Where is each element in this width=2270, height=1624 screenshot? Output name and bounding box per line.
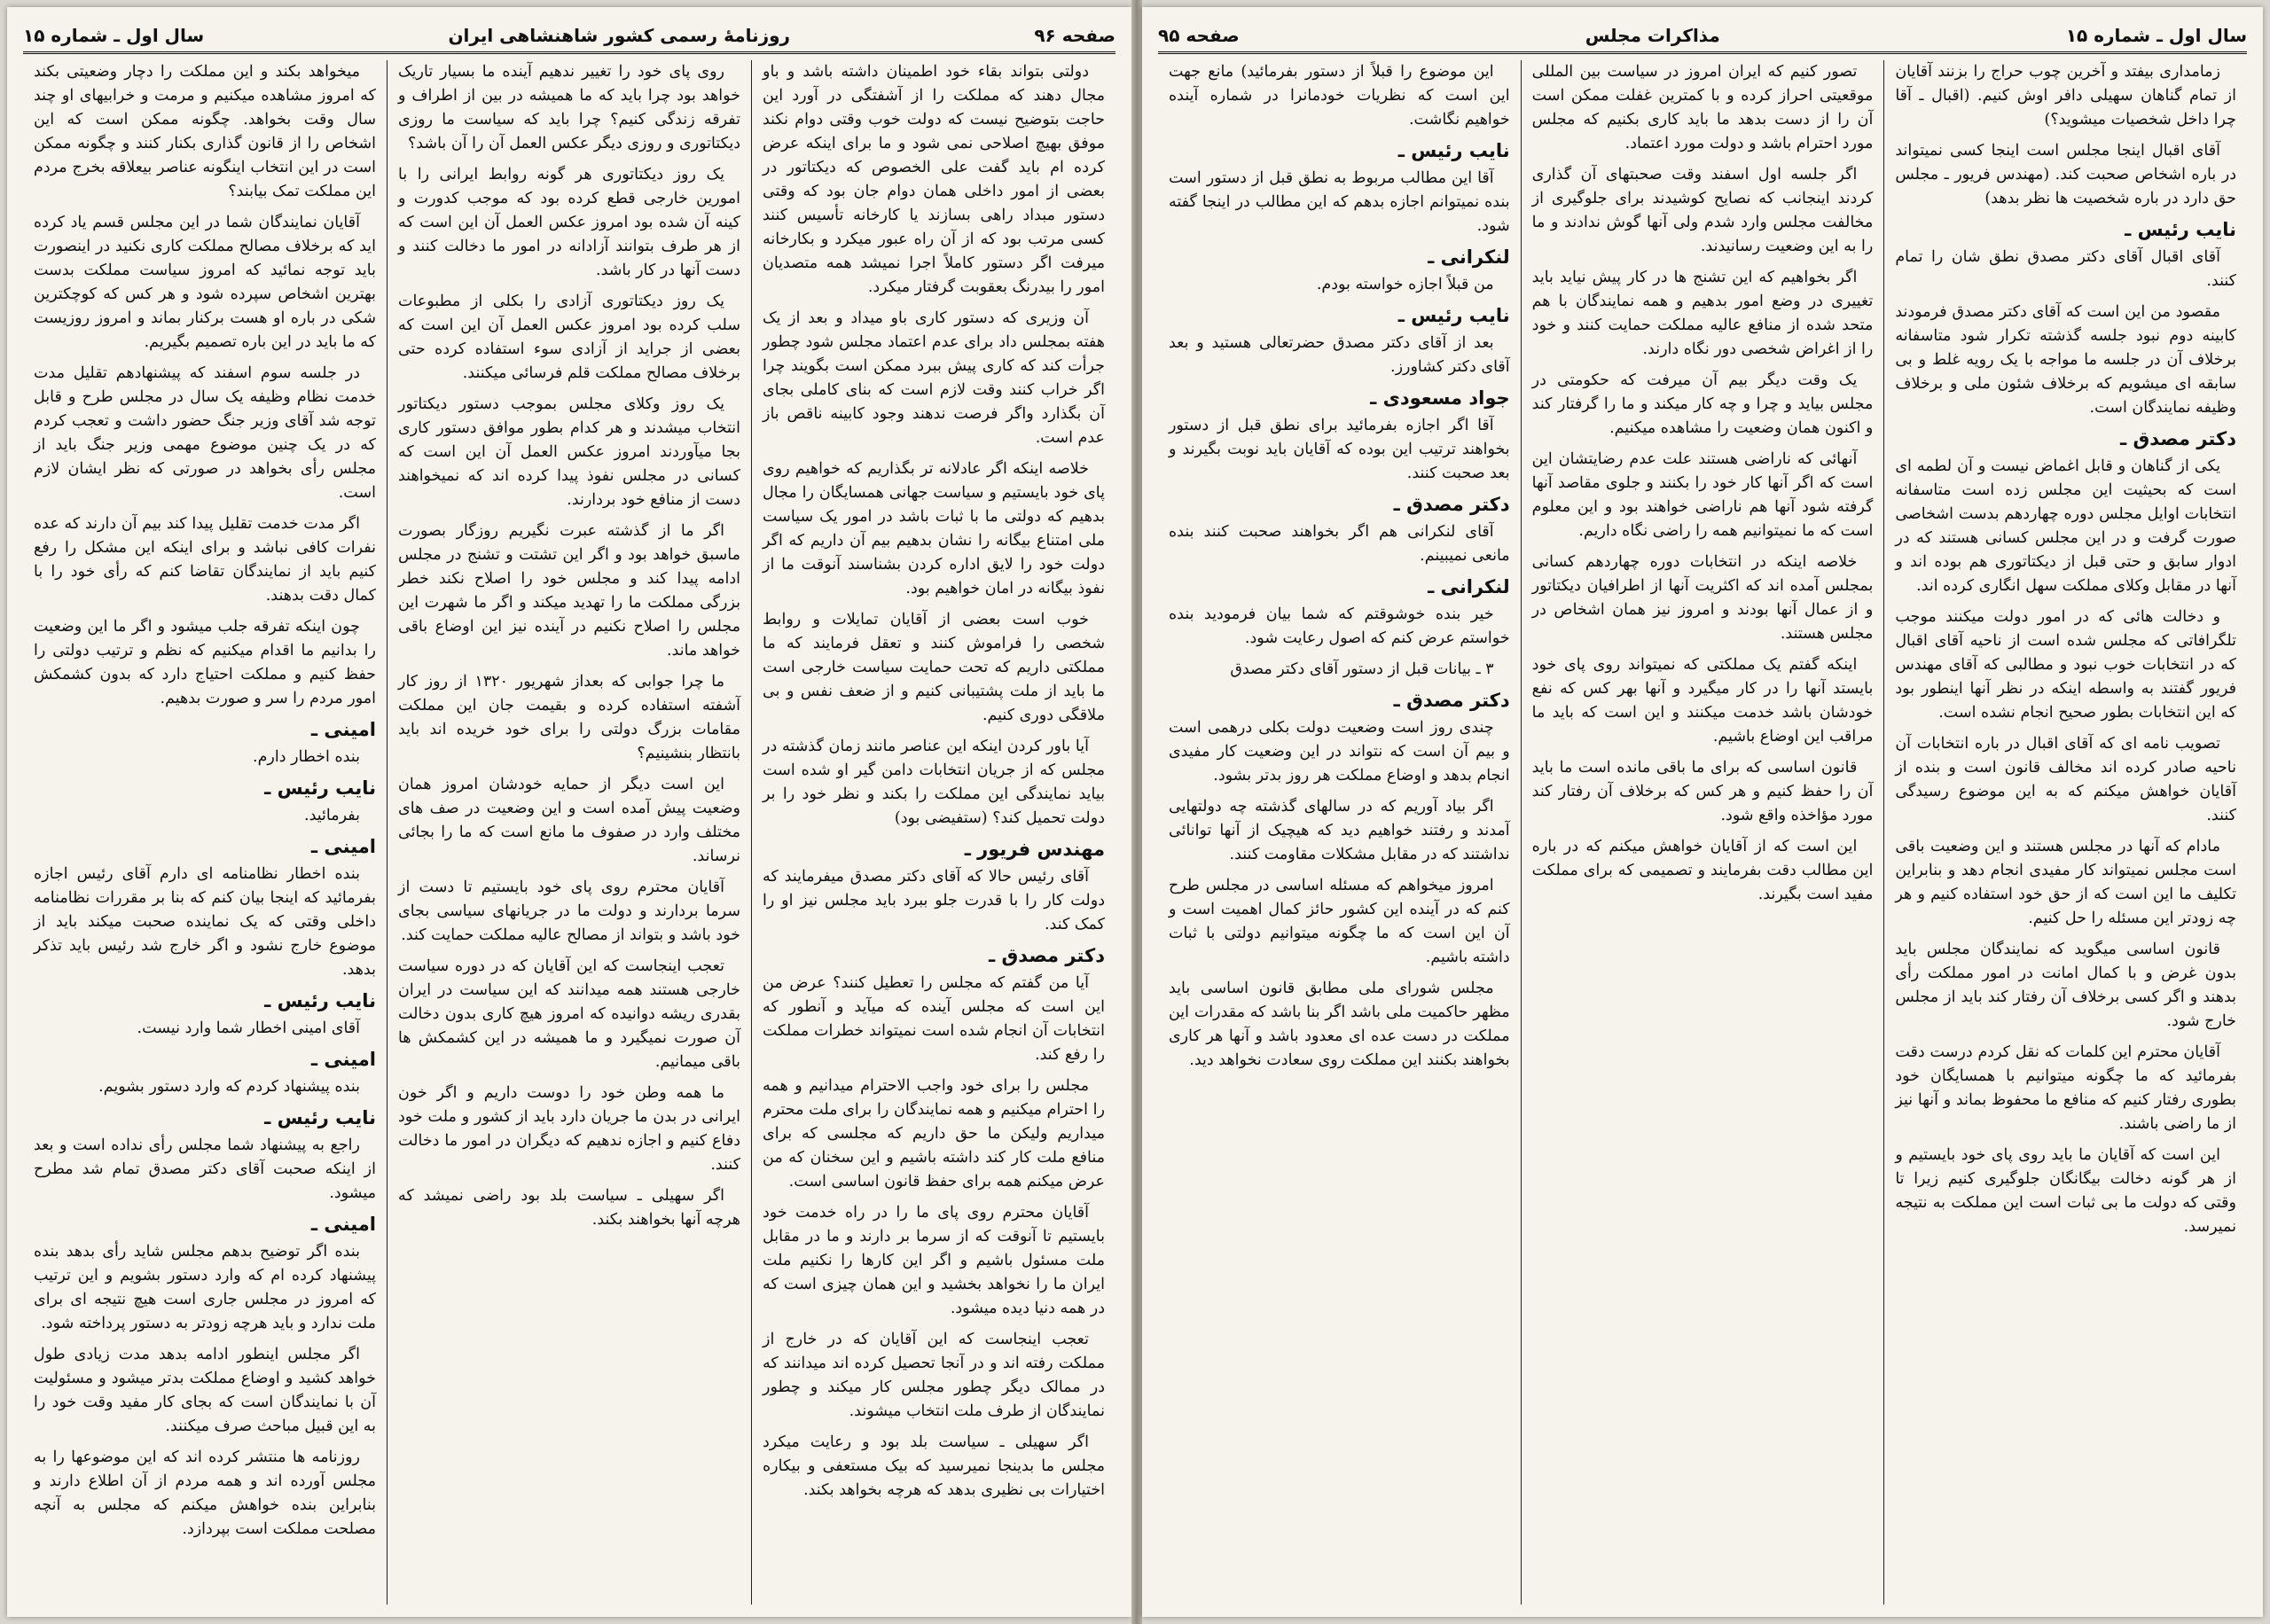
paragraph: روی پای خود را تغییر ندهیم آینده ما بسیار تاریک خواهد بود چرا باید که ما همیشه در بین از اطراف و تفرقه زندگی کنیم؟ چرا باید که سیاست ما روزی دیکتاتوری و روزی دیگر عکس العمل آن را آن باشد؟ <box>398 63 740 152</box>
paragraph: اگر ما از گذشته عبرت نگیریم روزگار بصورت ماسبق خواهد بود و اگر این تشتت و تشنج در مجلس ادامه پیدا کند و مجلس خود را اصلاح نکند خطر بزرگی مملکت ما را تهدید میکند و اگر ما شهرت این مجلس را اصلاح نکنیم در آینده نیز این اوضاع باقی خواهد ماند. <box>398 522 740 660</box>
paragraph: خیر بنده خوشوقتم که شما بیان فرمودید بنده خواستم عرض کنم که اصول رعایت شود. <box>1168 605 1510 647</box>
paragraph: تعجب اینجاست که این آقایان که در خارج از مملکت رفته اند و در آنجا تحصیل کرده اند میدانند که در ممالک دیگر چطور مجلس کار میکند و چطور نمایندگان از طرف ملت انتخاب میشوند. <box>763 1331 1105 1420</box>
text-column <box>1158 60 1521 1604</box>
paragraph: یک روز وکلای مجلس بموجب دستور دیکتاتور انتخاب میشدند و هر کدام بطور موافق دستور کاری بجا میآوردند امروز عکس العمل آن این است که کسانی در مجلس نفوذ پیدا کرده اند که نمیخواهند دست از منافع خود بردارند. <box>398 395 740 509</box>
paragraph: بعد از آقای دکتر مصدق حضرتعالی هستید و بعد آقای دکتر کشاورز. <box>1168 334 1510 376</box>
paragraph: اگر بیاد آوریم که در سالهای گذشته چه دولتهایی آمدند و رفتند خواهیم دید که هیچیک از آنها توانائی نداشتند که در مقابل مشکلات مقاومت کنند. <box>1168 798 1510 863</box>
paragraph: اگر بخواهیم که این تشنج ها در کار پیش نیاید باید تغییری در وضع امور بدهیم و همه نمایندگان با هم متحد شده از منافع عالیه مملکت حمایت کنند و خود را از اغراض شخصی دور نگاه دارند. <box>1531 269 1874 358</box>
paragraph: یکی از گناهان و قابل اغماض نیست و آن لطمه ای است که بحیثیت این مجلس زده است متاسفانه انتخابات اوایل مجلس دوره چهاردهم بدست اشخاصی صورت گرفت و در این مجلس کسانی هستند که در ادوار سابق و حتی قبل از دیکتاتوری هم بوده اند و آنها در مقابل وکلای مملکت سهل انگاری کرده اند. <box>1895 457 2236 595</box>
paragraph: آقای امینی اخطار شما وارد نیست. <box>137 1019 360 1037</box>
left-page-header <box>23 20 1115 54</box>
paragraph: مجلس شورای ملی مطابق قانون اساسی باید مظهر حاکمیت ملی باشد اگر بنا باشد که مقدرات این مملکت در دست عده ای معدود باشد و آنها هر کاری بخواهند بکنند این مملکت روی سعادت نخواهد دید. <box>1168 980 1510 1069</box>
paragraph: آقای لنکرانی هم اگر بخواهند صحبت کنند بنده مانعی نمیبینم. <box>1168 523 1510 565</box>
text-column <box>387 60 751 1604</box>
right-page-header <box>1158 20 2247 54</box>
paragraph: این است دیگر از حمایه خودشان امروز همان وضعیت پیش آمده است و این وضعیت در صف های مختلف وارد در صفوف ما مانع است که ما را بجائی نرساند. <box>398 776 740 865</box>
speaker-name: مهندس فریور ـ <box>964 839 1105 860</box>
speaker-name: امینی ـ <box>310 719 376 740</box>
paragraph: آقایان محترم روی پای خود بایستیم تا دست از سرما بردارند و دولت ما در جریانهای سیاسی بجای خود باشد و بتواند از مصالح عالیه مملکت حمایت کند. <box>398 878 740 944</box>
paragraph: این است که آقایان ما باید روی پای خود بایستیم و از هر گونه دخالت بیگانگان جلوگیری کنیم زیرا تا وقتی که دولت ما بی ثبات است این مملکت به نتیجه نمیرسد. <box>1895 1146 2236 1236</box>
paragraph: روزنامه ها منتشر کرده اند که این موضوعها را به مجلس آورده اند و همه مردم از آن اطلاع دارند و بنابراین بنده خواهش میکنم که مجلس به آنچه مصلحت مملکت است بپردازد. <box>34 1448 376 1538</box>
paragraph: بنده اگر توضیح بدهم مجلس شاید رأی بدهد بنده پیشنهاد کرده ام که وارد دستور بشویم و این ترتیب که امروز در مجلس جاری است هیچ نتیجه ای برای ملت ندارد و باید هرچه زودتر به دستور پرداخته شود. <box>34 1243 376 1332</box>
speaker-name: نایب رئیس ـ <box>264 777 376 799</box>
paragraph: ما چرا جوابی که بعداز شهریور ۱۳۲۰ از روز کار آشفته استفاده کرده و بقیمت جان این مملکت مقامات بزرگ دولتی را برای خود خریده اند باید بانتظار بنشینیم؟ <box>398 673 740 762</box>
paragraph: یک روز دیکتاتوری هر گونه روابط ایرانی را با امورین خارجی قطع کرده بود که موجب کدورت و کینه آن شده بود امروز عکس العمل آن این است که از هر طرف بتوانند آزادانه در امور ما دخالت کنند و دست آنها در کار باشد. <box>398 166 740 279</box>
paragraph: خوب است بعضی از آقایان تمایلات و روابط شخصی را فراموش کنند و تعقل فرمایند که ما مملکتی داریم که تحت حمایت سیاست خارجی است ما باید از ملت پشتیبانی کنیم و از ضعف نفس و بی ملاقگی دوری کنیم. <box>763 611 1105 724</box>
text-column <box>23 60 387 1604</box>
paragraph: اگر سهیلی ـ سیاست بلد بود راضی نمیشد که هرچه آنها بخواهند بکند. <box>398 1187 740 1229</box>
paragraph: اگر مدت خدمت تقلیل پیدا کند بیم آن دارند که عده نفرات کافی نباشد و برای اینکه این مشکل را رفع کنیم باید از نمایندگان تقاضا کنم که رأی خود را با کمال دقت بدهند. <box>34 515 376 605</box>
paragraph: و دخالت هائی که در امور دولت میکنند موجب تلگرافاتی که مجلس شده است از ناحیه آقای اقبال که در انتخابات خوب نبود و مطالبی که آقای مهندس فریور گفتند به واسطه اینکه در نظر آنها اینطور بود که این انتخابات بطور صحیح انجام نشده است. <box>1895 608 2236 722</box>
paragraph: آیا باور کردن اینکه این عناصر مانند زمان گذشته در مجلس که از جریان انتخابات دامن گیر او شده است بیاید نمایندگی این مملکت را بکند و نظر خود را بر دولت تحمیل کند؟ (ستفیضی بود) <box>763 738 1105 827</box>
paragraph: چندی روز است وضعیت دولت بکلی درهمی است و بیم آن است که نتواند در این وضعیت کار مفیدی انجام بدهد و اوضاع مملکت هر روز بدتر بشود. <box>1168 719 1510 785</box>
paragraph: آقا این مطالب مربوط به نطق قبل از دستور است بنده نمیتوانم اجازه بدهم که این مطالب در اینجا گفته شود. <box>1168 169 1510 235</box>
paragraph: آقایان محترم روی پای ما را در راه خدمت خود بایستیم تا آنوقت که از سرما بر دارند و ما در مقابل ملت مسئول باشیم و اگر این کارها را نکنیم ملت ایران ما را نخواهد بخشید و این همان چیزی است که در همه دنیا دیده میشود. <box>763 1204 1105 1317</box>
speaker-name: امینی ـ <box>310 1049 376 1070</box>
paragraph: ۳ ـ بیانات قبل از دستور آقای دکتر مصدق <box>1230 660 1494 678</box>
paragraph: آقایان محترم این کلمات که نقل کردم درست دقت بفرمائید که ما چگونه میتوانیم با همسایگان خود بطوری رفتار کنیم که منافع ما محفوظ بماند و آنها نیز از ما راضی باشند. <box>1895 1043 2236 1133</box>
paragraph: اگر جلسه اول اسفند وقت صحبتهای آن گذاری کردند اینجانب که نصایح کوشیدند برای جلوگیری از مخالفت مجلس وارد شدم ولی آنها گوش ندادند و ما را به این وضعیت رسانیدند. <box>1531 166 1874 255</box>
paragraph: میخواهد بکند و این مملکت را دچار وضعیتی بکند که امروز مشاهده میکنیم و مرمت و خرابیهای او چند سال وقت بخواهد. چگونه ممکن است که این اشخاص را از قانون گذاری بکنار کنند و چگونه ممکن است در این انتخاب اینگونه عناصر بیعلاقه بخرج مردم این مملکت تمک بیابند؟ <box>34 63 376 200</box>
paragraph: آقا اگر اجازه بفرمائید برای نطق قبل از دستور بخواهند ترتیب این بوده که آقایان باید نوبت بگیرند و بعد صحبت کنند. <box>1168 417 1510 482</box>
paragraph: من قبلاً اجازه خواسته بودم. <box>1316 276 1494 293</box>
paper-title: مذاکرات مجلس <box>1585 25 1720 46</box>
paragraph: خلاصه اینکه اگر عادلانه تر بگذاریم که خواهیم روی پای خود بایستیم و سیاست جهانی همسایگان را مجال بدهیم که دولتی ما با ثبات باشد در امور یک سیاست ملی امتناع بیگانه را نشان بدهیم بیم آن داریم که اگر دولت خود را لایق اداره کردن بشناسند آنوقت ما از نفوذ بیگانه در امان خواهیم بود. <box>763 460 1105 597</box>
paragraph: آقای اقبال آقای دکتر مصدق نطق شان را تمام کنند. <box>1895 248 2236 290</box>
paragraph: ما همه وطن خود را دوست داریم و اگر خون ایرانی در بدن ما جریان دارد باید از کشور و ملت خود دفاع کنیم و اجازه ندهیم که دیگران در امور ما دخالت کنند. <box>398 1084 740 1174</box>
paragraph: تعجب اینجاست که این آقایان که در دوره سیاست خارجی هستند همه میدانند که این سیاست در ایران بقدری ریشه دوانیده که امروز هیچ کاری بدون دخالت آن صورت نمیگیرد و ما همیشه در این کشمکش ها باقی میمانیم. <box>398 957 740 1071</box>
paragraph: مادام که آنها در مجلس هستند و این وضعیت باقی است مجلس نمیتواند کار مفیدی انجام دهد و بنابراین تکلیف ما این است که از حق خود استفاده کنیم و هر چه زودتر این مسئله را حل کنیم. <box>1895 838 2236 927</box>
right-page-columns <box>1158 60 2247 1604</box>
paragraph: یک وقت دیگر بیم آن میرفت که حکومتی در مجلس بیاید و چرا و چه کار میکند و ما را گرفتار کند و اکنون همان وضعیت را مشاهده میکنیم. <box>1531 371 1874 437</box>
paragraph: یک روز دیکتاتوری آزادی را بکلی از مطبوعات سلب کرده بود امروز عکس العمل آن این است که بعضی از جراید از آزادی سوء استفاده کرده حتی برخلاف مصالح مملکت قلم فرسائی میکنند. <box>398 293 740 382</box>
paragraph: اینکه گفتم یک مملکتی که نمیتواند روی پای خود بایستد آنها را در کار میگیرد و آنها بهر کس که نفع خودشان باشد خدمت میکنند و این است که باید ما مراقب این اوضاع باشیم. <box>1531 656 1874 746</box>
paragraph: مقصود من این است که آقای دکتر مصدق فرمودند کابینه دوم نبود جلسه گذشته تکرار شود متاسفانه برخلاف آن در جلسه ما مواجه با یک رویه غلط و بی سابقه ای میشویم که برخلاف شئون ملی و برخلاف وظیفه نمایندگان است. <box>1895 303 2236 417</box>
speaker-name: نایب رئیس ـ <box>1397 140 1510 161</box>
paragraph: آقای رئیس حالا که آقای دکتر مصدق میفرمایند که دولت کار را با قدرت جلو ببرد باید مجلس نیز او را کمک کند. <box>763 868 1105 933</box>
text-column <box>751 60 1115 1604</box>
speaker-name: لنکرانی ـ <box>1428 576 1510 597</box>
speaker-name: دکتر مصدق ـ <box>988 945 1105 966</box>
text-column <box>1883 60 2247 1604</box>
speaker-name: لنکرانی ـ <box>1428 246 1510 268</box>
speaker-name: نایب رئیس ـ <box>1397 305 1510 326</box>
paragraph: آنهائی که ناراضی هستند علت عدم رضایتشان این است که اگر آنها کار خود را بکنند و جلوی مقاصد آنها گرفته شود آنها هم ناراضی خواهند بود و این معلوم است که ما نمیتوانیم همه را راضی نگاه داریم. <box>1531 450 1874 540</box>
paragraph: این است که از آقایان خواهش میکنم که در باره این مطالب دقت بفرمایند و تصمیمی که برای مملکت مفید است بگیرند. <box>1531 838 1874 903</box>
paragraph: آن وزیری که دستور کاری باو میداد و بعد از یک هفته بمجلس داد برای عدم اعتماد مجلس شود چطور جرأت کند که کاری پیش ببرد ممکن است بگویند چرا اگر خراب کنند وقت لازم است که بنای کاملی بجای آن بگذارد واگر فرصت ندهند وجود کابینه ناقص باز عدم است. <box>763 309 1105 447</box>
paragraph: بنده اخطار نظامنامه ای دارم آقای رئیس اجازه بفرمائید که اینجا بیان کنم که بنا بر مقررات نظامنامه داخلی وقتی که یک نماینده صحبت میکند باید از موضوع خارج نشود و اگر خارج شد رئیس باید تذکر بدهد. <box>34 865 376 979</box>
paragraph: بنده اخطار دارم. <box>253 748 360 766</box>
speaker-name: نایب رئیس ـ <box>264 990 376 1011</box>
speaker-name: دکتر مصدق ـ <box>1393 690 1510 711</box>
paragraph: تصویب نامه ای که آقای اقبال در باره انتخابات آن ناحیه صادر کرده اند مخالف قانون است و بنده از آقایان خواهش میکنم که به این موضوع رسیدگی کنند. <box>1895 735 2236 824</box>
page-gutter <box>1131 0 1142 1624</box>
paragraph: آیا من گفتم که مجلس را تعطیل کنند؟ عرض من این است که مجلس آینده که میآید و آنطور که انتخابات آن انجام شده است نمیتواند خطرات مملکت را رفع کند. <box>763 974 1105 1064</box>
paragraph: خلاصه اینکه در انتخابات دوره چهاردهم کسانی بمجلس آمده اند که اکثریت آنها از اطرافیان دیکتاتور و از عمال آنها بودند و امروز نیز همان اشخاص در مجلس هستند. <box>1531 553 1874 643</box>
paragraph: آقایان نمایندگان شما در این مجلس قسم یاد کرده اید که برخلاف مصالح مملکت کاری نکنید در اینصورت باید توجه نمائید که امروز سیاست مملکت بدست بهترین اشخاص سپرده شود و هر کس که کوچکترین شکی در باره او هست برکنار بماند و امروز روزیست که ما باید در این باره تصمیم بگیریم. <box>34 214 376 351</box>
paragraph: چون اینکه تفرقه جلب میشود و اگر ما این وضعیت را بدانیم ما اقدام میکنیم که نظم و ترتیب دولتی را حفظ کنیم و مملکت احتیاج دارد که بدون کشمکش امور مردم را سر و صورت بدهیم. <box>34 618 376 707</box>
paragraph: مجلس را برای خود واجب الاحترام میدانیم و همه را احترام میکنیم و همه نمایندگان را برای ملت محترم میداریم ولیکن ما حق داریم که مجلسی که برای منافع ملت کار کند داشته باشیم و این سخنان که من عرض میکنم همه برای حفظ قانون اساسی است. <box>763 1077 1105 1191</box>
paper-title: روزنامهٔ رسمی کشور شاهنشاهی ایران <box>448 25 791 46</box>
paragraph: اگر مجلس اینطور ادامه بدهد مدت زیادی طول خواهد کشید و اوضاع مملکت بدتر میشود و مسئولیت آن با نمایندگان است که بجای کار مفید وقت خود را به این قبیل مباحث صرف میکنند. <box>34 1346 376 1435</box>
speaker-name: امینی ـ <box>310 1214 376 1235</box>
speaker-name: امینی ـ <box>310 836 376 857</box>
paragraph: زمامداری بیفتد و آخرین چوب حراج را بزنند آقایان از تمام گناهان سهیلی دافر اوش کنیم. (اقبال ـ آقا چرا داخل شخصیات میشوید؟) <box>1895 63 2236 129</box>
paragraph: بنده پیشنهاد کردم که وارد دستور بشویم. <box>98 1078 360 1096</box>
speaker-name: جواد مسعودی ـ <box>1370 387 1510 409</box>
paragraph: قانون اساسی که برای ما باقی مانده است ما باید آن را حفظ کنیم و هر کس که برخلاف آن رفتار کند مورد مؤاخذه واقع شود. <box>1531 759 1874 824</box>
paragraph: دولتی بتواند بقاء خود اطمینان داشته باشد و باو مجال دهند که مملکت را از آشفتگی در آورد این حاجت بتوضیح نیست که دولت خوب وقتی دوام نکند موفق بهیچ اصلاحی نمی شود و ما برای اینکه عرض کرده ام باید گفت علی الخصوص که دیکتاتور در بعضی از امور داخلی همان دوام جان بود که وقتی دستور مبداد راهی بسازند یا کارخانه تأسیس کنند کسی مرتب بود که از آن راه عبور میکرد و بکارخانه میرفت اگر دستور کاملاً اجرا نمیشد همه متصدیان امور را بیدرنگ بعقوبت گرفتار میکرد. <box>763 63 1105 296</box>
paragraph: در جلسه سوم اسفند که پیشنهادهم تقلیل مدت خدمت نظام وظیفه یک سال در مجلس طرح و قابل توجه شد آقای وزیر جنگ حضور داشت و تعجب کردم که در یک چنین موضوع مهمی وزیر جنگ باید از مجلس رأی بخواهد در صورتی که نظر ایشان لازم است. <box>34 364 376 502</box>
page-number: صفحه ۹۶ <box>1034 25 1115 46</box>
left-page-columns <box>23 60 1115 1604</box>
page-number: صفحه ۹۵ <box>1158 25 1240 46</box>
left-page <box>7 7 1131 1617</box>
paragraph: قانون اساسی میگوید که نمایندگان مجلس باید بدون غرض و با کمال امانت در امور مملکت رأی بدهند و اگر کسی برخلاف آن رفتار کند باید از مجلس خارج شود. <box>1895 941 2236 1030</box>
paragraph: راجع به پیشنهاد شما مجلس رأی نداده است و بعد از اینکه صحبت آقای دکتر مصدق تمام شد مطرح میشود. <box>34 1136 376 1202</box>
right-page <box>1142 7 2263 1617</box>
issue-number: سال اول ـ شماره ۱۵ <box>2065 25 2247 46</box>
paragraph: تصور کنیم که ایران امروز در سیاست بین المللی موقعیتی احراز کرده و با کمترین غفلت ممکن است آن را از دست بدهد ما باید کاری بکنیم که مجلس مورد احترام باشد و دولت مورد اعتماد. <box>1531 63 1874 152</box>
paragraph: بفرمائید. <box>304 807 360 824</box>
paragraph: اگر سهیلی ـ سیاست بلد بود و رعایت میکرد مجلس ما بدینجا نمیرسید که بیک مستعفی و بیکاره اختیارات بی نظیری بدهد که هرچه بخواهد بکند. <box>763 1433 1105 1499</box>
issue-number: سال اول ـ شماره ۱۵ <box>23 25 205 46</box>
paragraph: آقای اقبال اینجا مجلس است اینجا کسی نمیتواند در باره اشخاص صحبت کند. (مهندس فریور ـ مجلس حق دارد در باره شخصیت ها نظر بدهد) <box>1895 142 2236 207</box>
speaker-name: دکتر مصدق ـ <box>2119 428 2236 449</box>
paragraph: امروز میخواهم که مسئله اساسی در مجلس طرح کنم که در آینده این کشور حائز کمال اهمیت است و آن این است که ما چگونه میتوانیم دولتی با ثبات داشته باشیم. <box>1168 877 1510 966</box>
speaker-name: نایب رئیس ـ <box>2125 219 2236 240</box>
speaker-name: دکتر مصدق ـ <box>1393 494 1510 515</box>
text-column <box>1521 60 1884 1604</box>
speaker-name: نایب رئیس ـ <box>264 1107 376 1128</box>
paragraph: این موضوع را قبلاً از دستور بفرمائید) مانع جهت این است که نظریات خودمانرا در شماره آینده خواهیم نگاشت. <box>1168 63 1510 129</box>
